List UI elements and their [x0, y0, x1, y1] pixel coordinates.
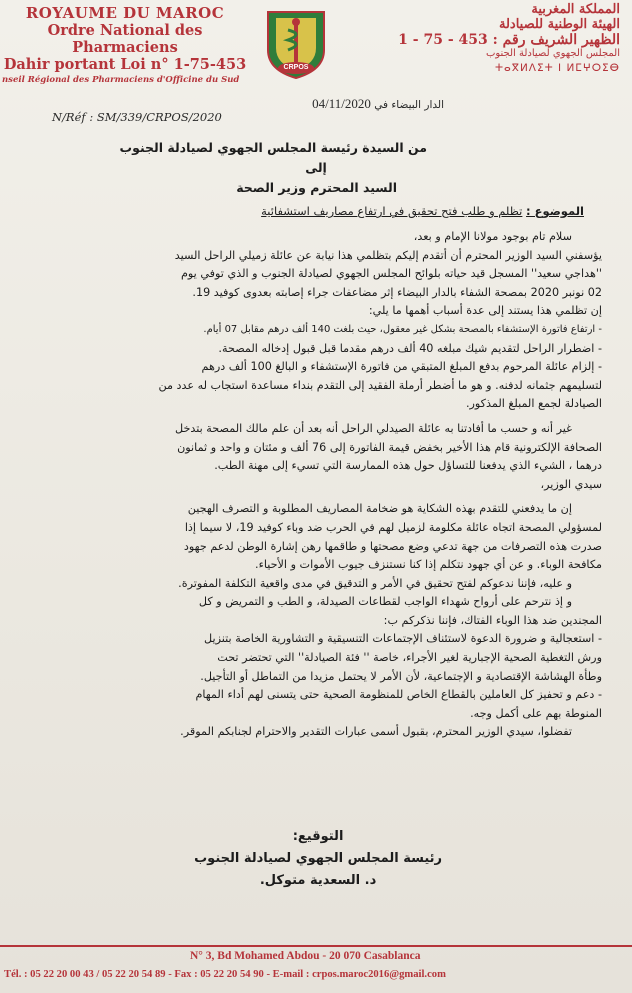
kingdom-title-ar: المملكة المغربية [531, 2, 620, 17]
body-line: - اضطرار الراحل لتقديم شيك مبلغه 40 ألف درهم مقدما قبل قبول إدخاله المصحة. [218, 341, 602, 355]
body-line: لمسؤولي المصحة اتجاه عائلة مكلومة لزميل لهم في الحرب ضد وباء كوفيد 19، لا سيما إذا [184, 520, 602, 534]
body-line: يؤسفني السيد الوزير المحترم أن أتقدم إليكم بتظلمي هذا نيابة عن عائلة زميلي الراحل السيد [174, 248, 602, 262]
to-word: إلى [305, 160, 327, 175]
body-line: ورش التغطية الصحية الإجبارية لغير الأجراء، خاصة '' فئة الصيادلة'' التي تحتضر تحت [217, 651, 602, 665]
body-line: المجندين ضد هذا الوباء الفتاك، فإننا نذكركم ب: [383, 613, 602, 627]
header-arabic-block [370, 2, 620, 74]
dahir-ar: الظهير الشريف رقم : 453 - 75 - 1 [398, 32, 620, 48]
body-line: 02 نونبر 2020 بمصحة الشفاء بالدار البيضاء إثر مضاعفات جراء إصابته بعدوى كوفيد 19. [192, 285, 602, 299]
body-line: - استعجالية و ضرورة الدعوة لاستئناف الإجتماعات التنسيقية و التشاورية الخاصة بتنزيل [204, 632, 602, 646]
body-line: صدرت هذه التصرفات من جهة تدعي وضع مصحتها و طاقمها رهن إشارة الوطن لدعم جهود [183, 539, 602, 553]
signature-block [194, 826, 442, 892]
order-name-ar: الهيئة الوطنية للصيادلة [498, 17, 620, 32]
body-line: درهما ، الشيء الذي يدفعنا للتساؤل حول هذه الممارسة التي تسيء إلى مهنة الطب. [214, 459, 602, 473]
body-line: لتسليمهم جثمانه لدفنه. و هو ما أضطر أرملة الفقيد إلى التقدم بنداء مساعدة استجاب له عدد من [158, 378, 602, 392]
body-line: و عليه، فإننا ندعوكم لفتح تحقيق في الأمر و التدقيق في مدى واقعية التكلفة المفوترة. [178, 576, 572, 590]
letter-body [50, 228, 602, 742]
date-label: الدار البيضاء في [374, 99, 444, 111]
council-name-ar: المجلس الجهوي لصيادلة الجنوب [485, 48, 620, 59]
council-name-fr: nseil Régional des Pharmaciens d'Officine du Sud [2, 75, 240, 85]
body-line: إن ما يدفعني للتقدم بهذه الشكاية هو ضخامة المصاريف المطلوبة و التصرف الهجين [187, 502, 572, 516]
footer-address: N° 3, Bd Mohamed Abdou - 20 070 Casablanca [190, 950, 421, 962]
body-line: سلام تام بوجود مولانا الإمام و بعد، [413, 230, 572, 243]
body-line: إن تظلمي هذا يستند إلى عدة أسباب أهمها ما يلي: [368, 304, 602, 318]
body-line: - إلزام عائلة المرحوم بدفع المبلغ المتبقي من فاتورة الإستشفاء و البالغ 100 ألف درهم [201, 360, 602, 374]
dahir-fr: Dahir portant Loi n° 1-75-453 [3, 56, 247, 73]
body-line: مكافحة الوباء. و عن أي جهود نتكلم إذا كنا نستنزف جيوب الأموات و الأحياء. [255, 558, 602, 572]
logo-text: CRPOS [283, 64, 309, 71]
body-line: سيدي الوزير، [540, 477, 602, 491]
body-line: - ارتفاع فاتورة الإستشفاء بالمصحة بشكل غير معقول، حيث بلغت 140 ألف درهم مقابل 07 أيام. [203, 323, 602, 335]
footer-contacts: Tél. : 05 22 20 00 43 / 05 22 20 54 89 - Fax : 05 22 20 54 90 - E-mail : crpos.maroc2016@gmail.com [4, 969, 446, 980]
date-value: 04/11/2020 [312, 96, 371, 111]
sender-line: من السيدة رئيسة المجلس الجهوي لصيادلة الجنوب [119, 140, 427, 155]
recipient-line: السيد المحترم وزير الصحة [236, 180, 397, 195]
body-line: تفضلوا، سيدي الوزير المحترم، بقبول أسمى عبارات التقدير والاحترام لجنابكم الموقر. [180, 725, 572, 739]
body-line: و إذ نترحم على أرواح شهداء الواجب لقطاعات الصيدلة، و الطب و التمريض و كل [198, 595, 572, 609]
subject-text: تظلم و طلب فتح تحقيق في ارتفاع مصاريف استشفائية [261, 204, 523, 218]
signature-title: رئيسة المجلس الجهوي لصيادلة الجنوب [194, 851, 442, 866]
body-line: المنوطة بهم على أكمل وجه. [470, 706, 602, 720]
body-line: غير أنه و حسب ما أفادتنا به عائلة الصيدلي الراحل أنه بعد أن علم مالك المصحة بتدخل [175, 421, 572, 435]
body-line: ''هداجي سعيد'' المسجل قيد حياته بلوائح المجلس الجهوي لصيادلة الجنوب و الذي توفي يوم [180, 267, 602, 281]
letter-date [312, 96, 444, 112]
body-line: - دعم و تحفيز كل العاملين بالقطاع الخاص للمنظومة الصحية حتى يتسنى لهم أداء المهام [195, 688, 602, 702]
council-name-tifinagh: ⵜⴰⴳⵍⴷⵉⵜ ⵏ ⵍⵎⵖⵔⵉⴱ [494, 62, 620, 74]
order-name-fr: Ordre National des Pharmaciens [47, 22, 203, 56]
signature-name: د. السعدية متوكل. [259, 873, 377, 888]
subject-label: الموضوع : [526, 204, 584, 218]
body-line: الصيادلة لجمع المبلغ المذكور. [465, 397, 602, 411]
body-line: وطأة الهشاشة الإقتصادية و الإجتماعية، لأن الأمر لا يحتمل مزيدا من التماطل أو التأجيل. [200, 669, 602, 683]
kingdom-title-fr: ROYAUME DU MAROC [25, 4, 225, 22]
subject-line [261, 204, 584, 218]
signature-label: التوقيع: [292, 829, 344, 844]
body-line: الصحافة الإلكترونية قام هذا الأخير بخفض قيمة الفاتورة إلى 76 ألف و مئتان و واحد و ثمانون [177, 440, 602, 454]
footer-divider [0, 945, 632, 947]
reference-number: N/Réf : SM/339/CRPOS/2020 [52, 110, 222, 124]
header-french-block [0, 4, 250, 85]
